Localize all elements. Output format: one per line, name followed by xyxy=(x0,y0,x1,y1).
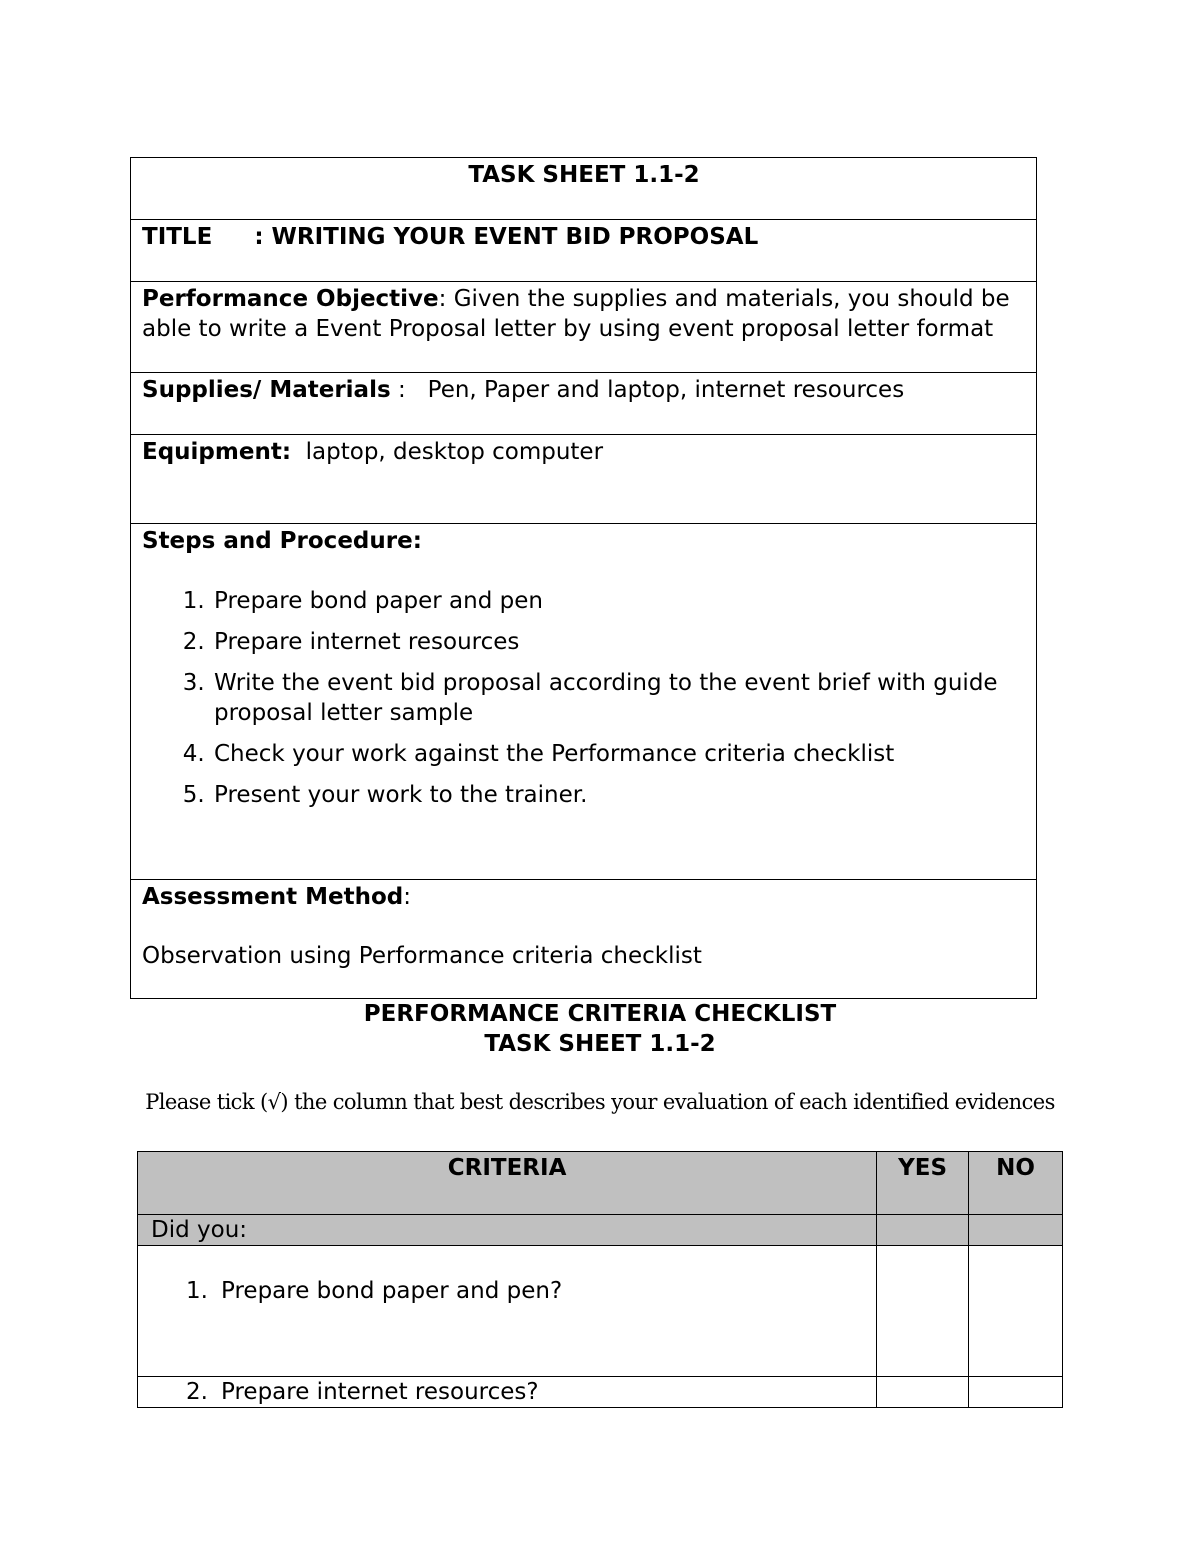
equipment-text: laptop, desktop computer xyxy=(291,439,604,465)
title-label: TITLE xyxy=(142,224,213,250)
no-cell xyxy=(969,1215,1063,1246)
supplies-text: : Pen, Paper and laptop, internet resources xyxy=(390,377,905,403)
table-row xyxy=(138,1246,1063,1377)
objective-cell xyxy=(131,282,1037,373)
step-item: 5. Present your work to the trainer. xyxy=(212,780,1026,810)
yes-header: YES xyxy=(877,1152,969,1215)
supplies-cell xyxy=(131,373,1037,435)
criteria-cell xyxy=(138,1377,877,1408)
yes-tick-cell[interactable] xyxy=(877,1246,969,1377)
steps-label: Steps and Procedure: xyxy=(142,528,422,554)
item-number: 2. xyxy=(186,1379,208,1405)
title-cell xyxy=(131,220,1037,282)
criteria-table xyxy=(137,1151,1063,1408)
steps-list xyxy=(142,586,1026,810)
assessment-text: Observation using Performance criteria checklist xyxy=(142,943,702,969)
no-tick-cell[interactable] xyxy=(969,1377,1063,1408)
no-header: NO xyxy=(969,1152,1063,1215)
step-item: 2. Prepare internet resources xyxy=(212,627,1026,657)
step-item: 3. Write the event bid proposal according to the event brief with guide proposal letter sample xyxy=(212,668,1026,728)
assessment-cell xyxy=(131,880,1037,999)
criteria-cell xyxy=(138,1246,877,1377)
checklist-instruction: Please tick (√) the column that best describes your evaluation of each identified evidences xyxy=(145,1090,1055,1114)
step-item: 1. Prepare bond paper and pen xyxy=(212,586,1026,616)
item-number: 1. xyxy=(186,1278,208,1304)
assessment-colon: : xyxy=(403,884,411,910)
assessment-label: Assessment Method xyxy=(142,884,404,910)
item-text: Prepare bond paper and pen? xyxy=(221,1278,563,1304)
equipment-label: Equipment: xyxy=(142,439,292,465)
equipment-cell xyxy=(131,435,1037,524)
step-item: 4. Check your work against the Performance criteria checklist xyxy=(212,739,1026,769)
task-sheet-table xyxy=(130,157,1037,999)
supplies-label: Supplies/ Materials xyxy=(142,377,391,403)
yes-cell xyxy=(877,1215,969,1246)
no-tick-cell[interactable] xyxy=(969,1246,1063,1377)
checklist-subtitle: TASK SHEET 1.1-2 xyxy=(484,1031,716,1057)
did-you-label: Did you: xyxy=(138,1215,877,1246)
task-sheet-heading: TASK SHEET 1.1-2 xyxy=(131,158,1037,220)
criteria-header: CRITERIA xyxy=(138,1152,877,1215)
table-row xyxy=(138,1377,1063,1408)
objective-text: : Given the supplies and materials, you should be able to write a Event Proposal letter by using event proposal letter format xyxy=(142,286,1010,342)
title-value: : WRITING YOUR EVENT BID PROPOSAL xyxy=(254,224,759,250)
yes-tick-cell[interactable] xyxy=(877,1377,969,1408)
steps-cell xyxy=(131,524,1037,880)
item-text: Prepare internet resources? xyxy=(221,1379,539,1405)
checklist-title: PERFORMANCE CRITERIA CHECKLIST xyxy=(363,1001,837,1027)
objective-label: Performance Objective xyxy=(142,286,439,312)
